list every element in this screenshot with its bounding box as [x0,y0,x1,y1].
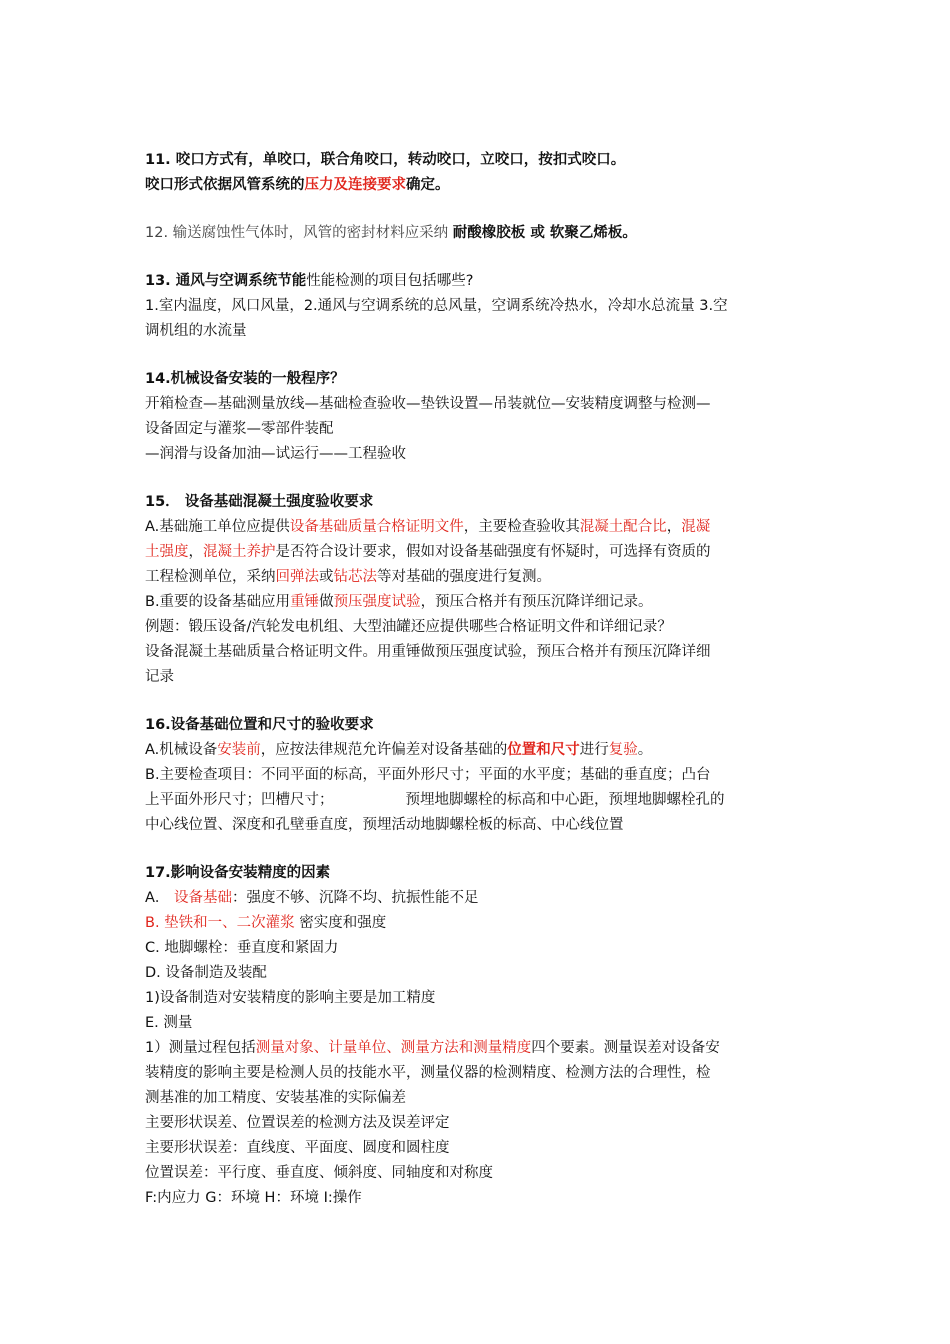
q13-line-2: 调机组的水流量 [145,323,247,339]
q16-a-line: A.机械设备安装前，应按法律规范允许偏差对设备基础的位置和尺寸进行复验。 [145,742,653,758]
q17-e-3: 测基准的加工精度、安装基准的实际偏差 [145,1090,406,1106]
q15-title: 15． 设备基础混凝土强度验收要求 [145,494,374,510]
q16-title: 16.设备基础位置和尺寸的验收要求 [145,717,374,733]
q15-answer-1: 设备混凝土基础质量合格证明文件。用重锤做预压强度试验，预压合格并有预压沉降详细 [145,644,711,660]
q17-f-2: 主要形状误差：直线度、平面度、圆度和圆柱度 [145,1140,450,1156]
q17-f-3: 位置误差：平行度、垂直度、倾斜度、同轴度和对称度 [145,1165,493,1181]
q14-line-2: 设备固定与灌浆—零部件装配 [145,421,334,437]
q17-e-1: 1）测量过程包括测量对象、计量单位、测量方法和测量精度四个要素。测量误差对设备安 [145,1040,720,1056]
q17-d: D. 设备制造及装配 [145,965,267,981]
q15-a-line-1: A.基础施工单位应提供设备基础质量合格证明文件，主要检查验收其混凝土配合比，混凝 [145,519,711,535]
q12-answer: 耐酸橡胶板 或 软聚乙烯板。 [452,225,637,241]
q16-b-line-3: 中心线位置、深度和孔壁垂直度，预埋活动地脚螺栓板的标高、中心线位置 [145,817,624,833]
q16-b-line-1: B.主要检查项目：不同平面的标高，平面外形尺寸；平面的水平度；基础的垂直度；凸台 [145,767,711,783]
q15-a-line-3: 工程检测单位，采纳回弹法或钻芯法等对基础的强度进行复测。 [145,569,551,585]
q17-f-4: F:内应力 G：环境 H：环境 I:操作 [145,1190,362,1206]
q11-line-1: 11. 咬口方式有，单咬口，联合角咬口，转动咬口，立咬口，按扣式咬口。 [145,152,626,168]
q17-d-1: 1)设备制造对安装精度的影响主要是加工精度 [145,990,436,1006]
q16-b-line-2: 上平面外形尺寸；凹槽尺寸； 预埋地脚螺栓的标高和中心距，预埋地脚螺栓孔的 [145,792,725,808]
q13-line-1: 1.室内温度，风口风量，2.通风与空调系统的总风量，空调系统冷热水，冷却水总流量 3.空 [145,298,728,314]
q17-c: C. 地脚螺栓：垂直度和紧固力 [145,940,339,956]
q17-f-1: 主要形状误差、位置误差的检测方法及误差评定 [145,1115,450,1131]
q14-title: 14.机械设备安装的一般程序？ [145,371,345,387]
q15-answer-2: 记录 [145,669,174,685]
q17-e: E. 测量 [145,1015,193,1031]
q17-b: B. 垫铁和一、二次灌浆 密实度和强度 [145,915,387,931]
q13-title: 13. 通风与空调系统节能性能检测的项目包括哪些? [145,273,474,289]
highlight: 压力及连接要求 [304,177,406,193]
q14-line-3: —润滑与设备加油—试运行——工程验收 [145,446,406,462]
q17-a: A． 设备基础：强度不够、沉降不均、抗振性能不足 [145,890,479,906]
q12-line: 12. 输送腐蚀性气体时，风管的密封材料应采纳 耐酸橡胶板 或 软聚乙烯板。 [145,225,637,241]
q15-b-line: B.重要的设备基础应用重锤做预压强度试验，预压合格并有预压沉降详细记录。 [145,594,653,610]
q17-e-2: 装精度的影响主要是检测人员的技能水平，测量仪器的检测精度、检测方法的合理性，检 [145,1065,711,1081]
document-page [145,148,815,1211]
q14-line-1: 开箱检查—基础测量放线—基础检查验收—垫铁设置—吊装就位—安装精度调整与检测— [145,396,711,412]
q15-example: 例题：锻压设备/汽轮发电机组、大型油罐还应提供哪些合格证明文件和详细记录？ [145,619,672,635]
q15-a-line-2: 土强度，混凝土养护是否符合设计要求，假如对设备基础强度有怀疑时，可选择有资质的 [145,544,711,560]
q11-line-2: 咬口形式依据风管系统的压力及连接要求确定。 [145,177,450,193]
q17-title: 17.影响设备安装精度的因素 [145,865,331,881]
